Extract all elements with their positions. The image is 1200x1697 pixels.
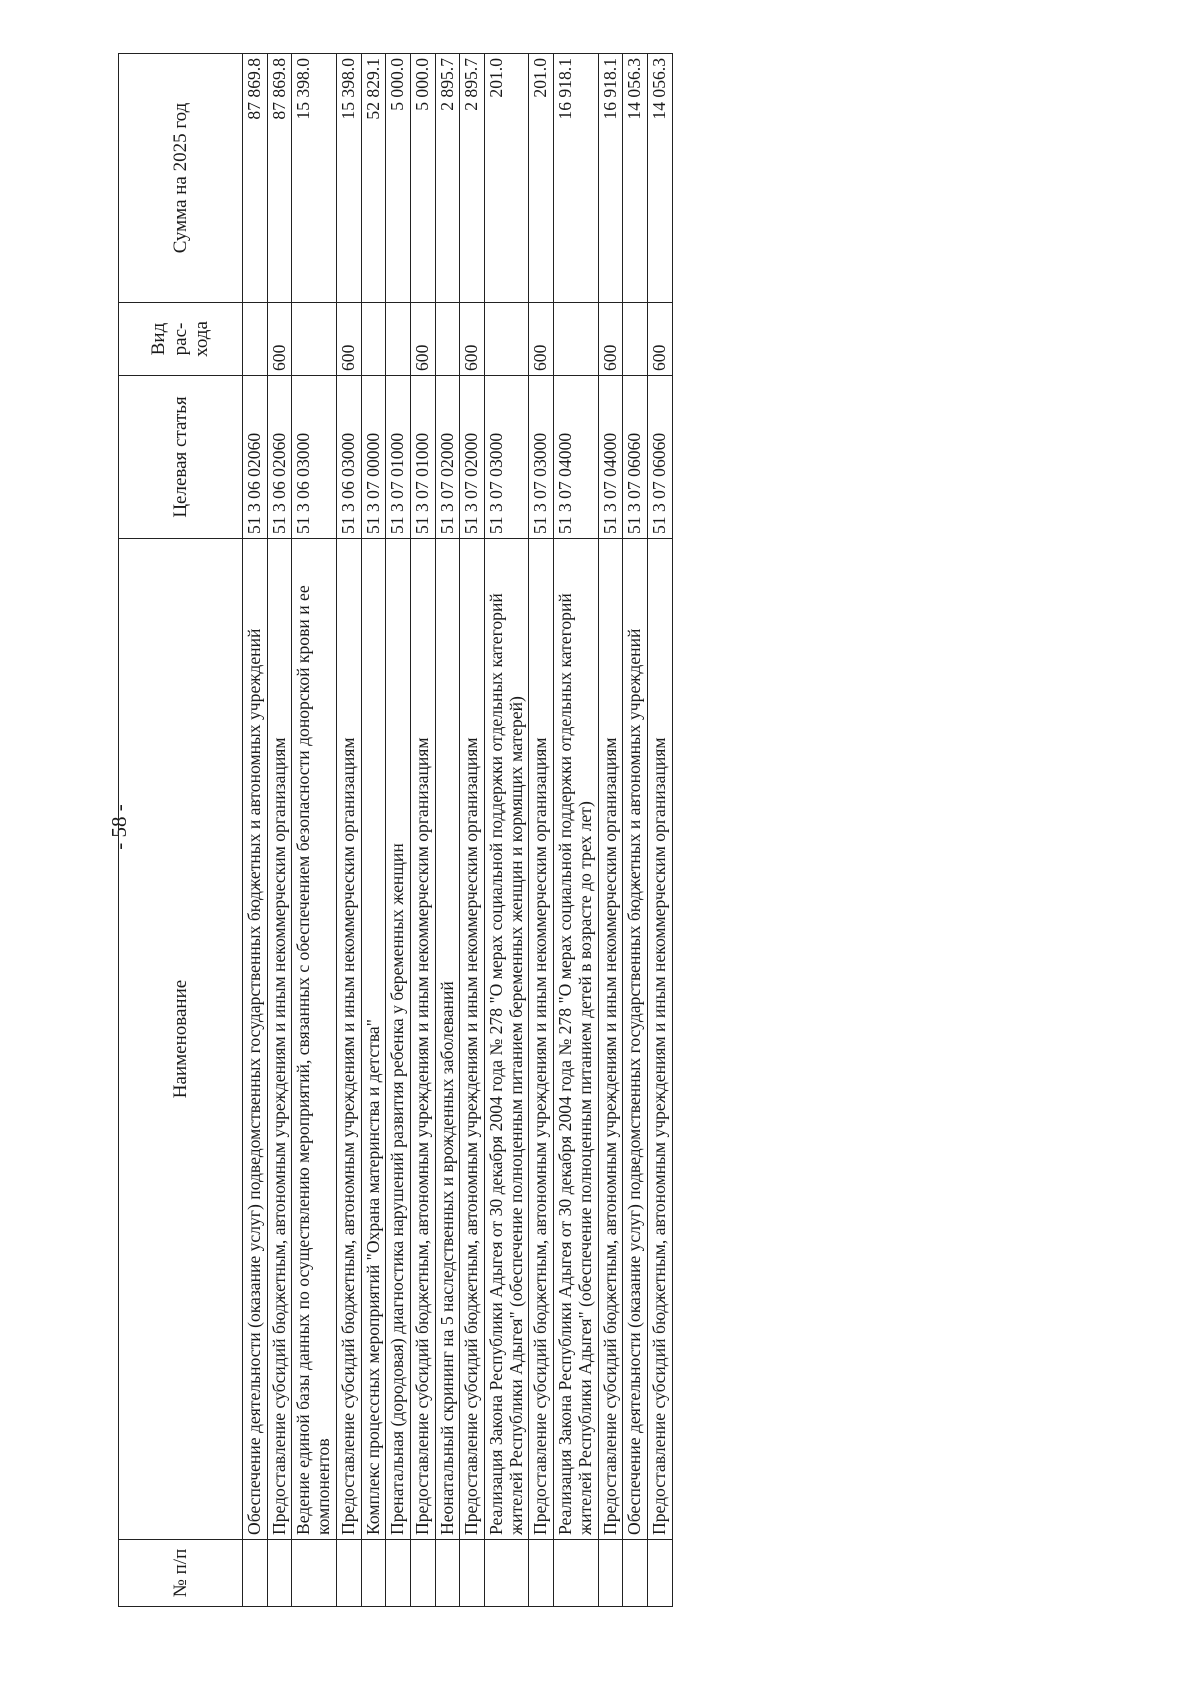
cell-code: 51 3 07 02000 [460, 376, 485, 539]
cell-code: 51 3 06 03000 [336, 376, 361, 539]
cell-name: Реализация Закона Республики Адыгея от 30 декабря 2004 года № 278 "О мерах социальной поддержки отдельных категорий жителей Республики Адыгея" (обеспечение полноценным питанием детей в возрасте до трех лет) [554, 539, 598, 1540]
cell-name: Предоставление субсидий бюджетным, автономным учреждениям и иным некоммерческим организациям [267, 539, 292, 1540]
cell-name: Предоставление субсидий бюджетным, автономным учреждениям и иным некоммерческим организациям [336, 539, 361, 1540]
cell-name: Обеспечение деятельности (оказание услуг) подведомственных государственных бюджетных и автономных учреждений [623, 539, 648, 1540]
cell-num [623, 1540, 648, 1607]
table-row [336, 54, 361, 1607]
cell-num [336, 1540, 361, 1607]
cell-sum: 87 869.8 [243, 54, 268, 303]
cell-num [435, 1540, 460, 1607]
cell-num [485, 1540, 529, 1607]
cell-code: 51 3 07 04000 [598, 376, 623, 539]
cell-code: 51 3 07 04000 [554, 376, 598, 539]
cell-num [243, 1540, 268, 1607]
header-type: Вид рас-хода [119, 303, 243, 376]
table-body [243, 54, 673, 1607]
table-row [435, 54, 460, 1607]
table-row [460, 54, 485, 1607]
cell-sum: 14 056.3 [647, 54, 672, 303]
cell-num [386, 1540, 411, 1607]
cell-sum: 15 398.0 [292, 54, 336, 303]
cell-name: Реализация Закона Республики Адыгея от 30 декабря 2004 года № 278 "О мерах социальной поддержки отдельных категорий жителей Республики Адыгея" (обеспечение полноценным питанием беременных женщин и кормящих матерей) [485, 539, 529, 1540]
cell-code: 51 3 07 01000 [410, 376, 435, 539]
cell-type [292, 303, 336, 376]
header-name: Наименование [119, 539, 243, 1540]
cell-sum: 87 869.8 [267, 54, 292, 303]
table-row [485, 54, 529, 1607]
cell-code: 51 3 07 02000 [435, 376, 460, 539]
cell-name: Предоставление субсидий бюджетным, автономным учреждениям и иным некоммерческим организациям [529, 539, 554, 1540]
cell-code: 51 3 06 02060 [267, 376, 292, 539]
cell-sum: 201.0 [529, 54, 554, 303]
cell-name: Предоставление субсидий бюджетным, автономным учреждениям и иным некоммерческим организациям [647, 539, 672, 1540]
cell-type: 600 [410, 303, 435, 376]
cell-code: 51 3 06 03000 [292, 376, 336, 539]
table-row [267, 54, 292, 1607]
cell-sum: 5 000.0 [386, 54, 411, 303]
cell-sum: 2 895.7 [460, 54, 485, 303]
cell-sum: 52 829.1 [361, 54, 386, 303]
cell-type [386, 303, 411, 376]
cell-sum: 16 918.1 [554, 54, 598, 303]
cell-name: Предоставление субсидий бюджетным, автономным учреждениям и иным некоммерческим организациям [460, 539, 485, 1540]
cell-sum: 15 398.0 [336, 54, 361, 303]
cell-name: Неонатальный скрининг на 5 наследственных и врожденных заболеваний [435, 539, 460, 1540]
table-row [243, 54, 268, 1607]
cell-type [243, 303, 268, 376]
cell-code: 51 3 07 06060 [647, 376, 672, 539]
table-row [361, 54, 386, 1607]
cell-num [647, 1540, 672, 1607]
header-code: Целевая статья [119, 376, 243, 539]
cell-name: Предоставление субсидий бюджетным, автономным учреждениям и иным некоммерческим организациям [598, 539, 623, 1540]
cell-name: Комплекс процессных мероприятий "Охрана материнства и детства" [361, 539, 386, 1540]
cell-num [460, 1540, 485, 1607]
cell-type: 600 [336, 303, 361, 376]
cell-type: 600 [267, 303, 292, 376]
cell-type [361, 303, 386, 376]
cell-num [292, 1540, 336, 1607]
cell-num [529, 1540, 554, 1607]
cell-code: 51 3 07 00000 [361, 376, 386, 539]
page-number: - 58 - [107, 804, 131, 850]
cell-type: 600 [598, 303, 623, 376]
cell-type [435, 303, 460, 376]
table-row [410, 54, 435, 1607]
cell-code: 51 3 07 01000 [386, 376, 411, 539]
cell-sum: 201.0 [485, 54, 529, 303]
cell-sum: 5 000.0 [410, 54, 435, 303]
table-row [623, 54, 648, 1607]
table-row [647, 54, 672, 1607]
cell-num [361, 1540, 386, 1607]
cell-sum: 2 895.7 [435, 54, 460, 303]
cell-type: 600 [647, 303, 672, 376]
header-num: № п/п [119, 1540, 243, 1607]
table-row [554, 54, 598, 1607]
cell-num [598, 1540, 623, 1607]
cell-name: Предоставление субсидий бюджетным, автономным учреждениям и иным некоммерческим организациям [410, 539, 435, 1540]
cell-type: 600 [460, 303, 485, 376]
cell-name: Пренатальная (дородовая) диагностика нарушений развития ребенка у беременных женщин [386, 539, 411, 1540]
cell-code: 51 3 07 03000 [529, 376, 554, 539]
cell-num [267, 1540, 292, 1607]
cell-name: Ведение единой базы данных по осуществлению мероприятий, связанных с обеспечением безопасности донорской крови и ее компонентов [292, 539, 336, 1540]
cell-sum: 14 056.3 [623, 54, 648, 303]
table-row [386, 54, 411, 1607]
table-row [598, 54, 623, 1607]
cell-name: Обеспечение деятельности (оказание услуг) подведомственных государственных бюджетных и автономных учреждений [243, 539, 268, 1540]
cell-sum: 16 918.1 [598, 54, 623, 303]
cell-type [485, 303, 529, 376]
budget-table [118, 53, 673, 1607]
cell-code: 51 3 06 02060 [243, 376, 268, 539]
header-row [119, 54, 243, 1607]
cell-num [410, 1540, 435, 1607]
cell-type: 600 [529, 303, 554, 376]
cell-code: 51 3 07 06060 [623, 376, 648, 539]
cell-code: 51 3 07 03000 [485, 376, 529, 539]
table-row [292, 54, 336, 1607]
cell-num [554, 1540, 598, 1607]
cell-type [623, 303, 648, 376]
table-row [529, 54, 554, 1607]
header-sum: Сумма на 2025 год [119, 54, 243, 303]
cell-type [554, 303, 598, 376]
